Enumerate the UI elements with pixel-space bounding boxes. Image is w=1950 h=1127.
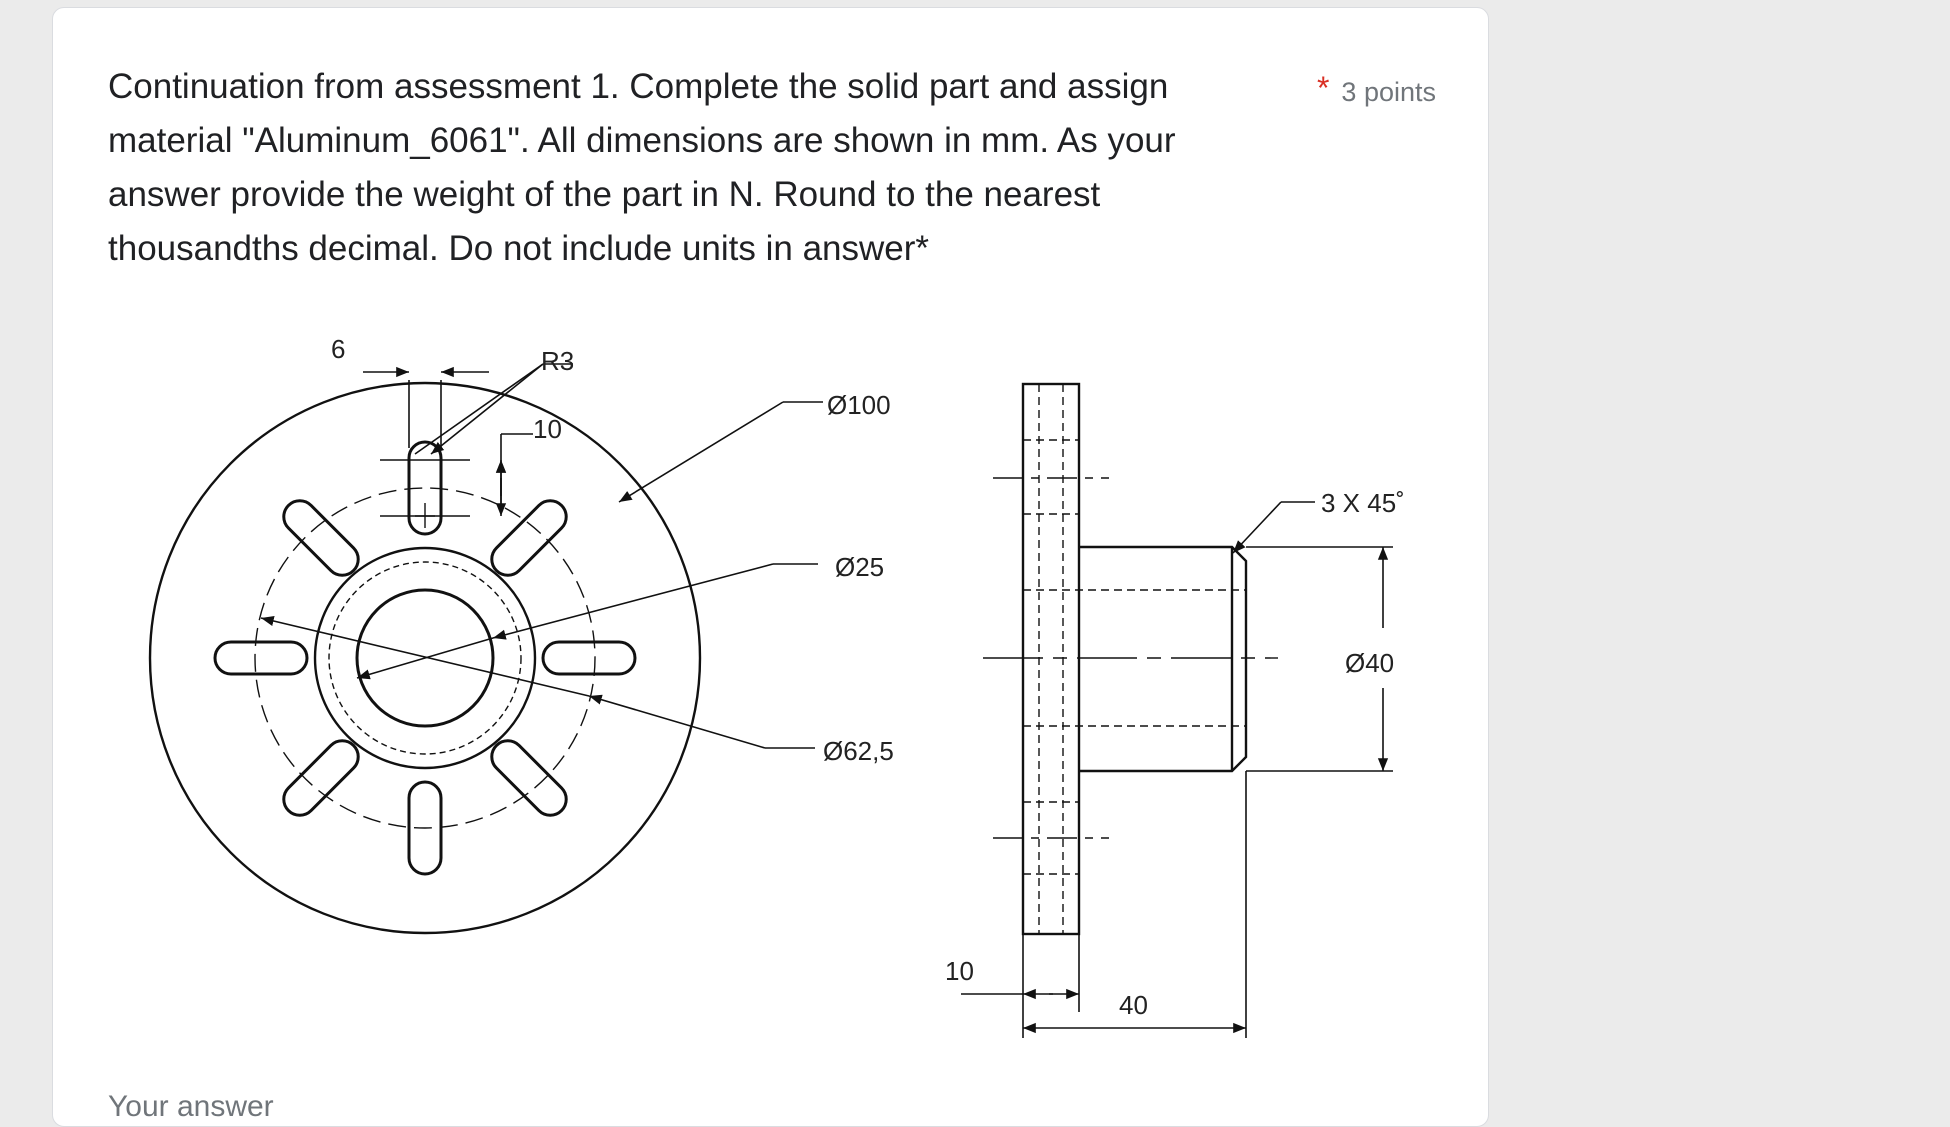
- question-card: [52, 7, 1489, 1127]
- label-bore-diameter: Ø25: [835, 552, 885, 582]
- slot-bottom-left: [277, 734, 365, 822]
- required-asterisk: *: [1316, 70, 1330, 106]
- flange-side: [1023, 384, 1079, 934]
- slot-right: [543, 642, 635, 674]
- label-outer-diameter: Ø100: [827, 390, 891, 420]
- hub-side: [1079, 547, 1246, 771]
- label-slot-length: 10: [533, 414, 562, 444]
- label-flange-thickness: 10: [945, 956, 974, 986]
- label-hub-length: 40: [1119, 990, 1148, 1020]
- question-title: Continuation from assessment 1. Complete the solid part and assign material "Aluminum_6061". All dimensions are shown in mm. As your answer provide the weight of the part in N. Round to the nearest thousandths decimal. Do not include units in answer*: [108, 67, 1176, 268]
- answer-input-placeholder[interactable]: Your answer: [108, 1090, 274, 1123]
- slot-left: [215, 642, 307, 674]
- technical-drawing: [53, 8, 1490, 1100]
- points-label: 3 points: [1341, 77, 1436, 107]
- label-chamfer: 3 X 45˚: [1321, 488, 1405, 518]
- slot-top-right: [485, 494, 573, 582]
- slot-top-left: [277, 494, 365, 582]
- label-slot-width: 6: [331, 334, 346, 364]
- label-slot-radius: R3: [541, 346, 575, 376]
- label-bolt-circle: Ø62,5: [823, 736, 894, 766]
- slot-bottom-right: [485, 734, 573, 822]
- label-hub-diameter: Ø40: [1345, 648, 1395, 678]
